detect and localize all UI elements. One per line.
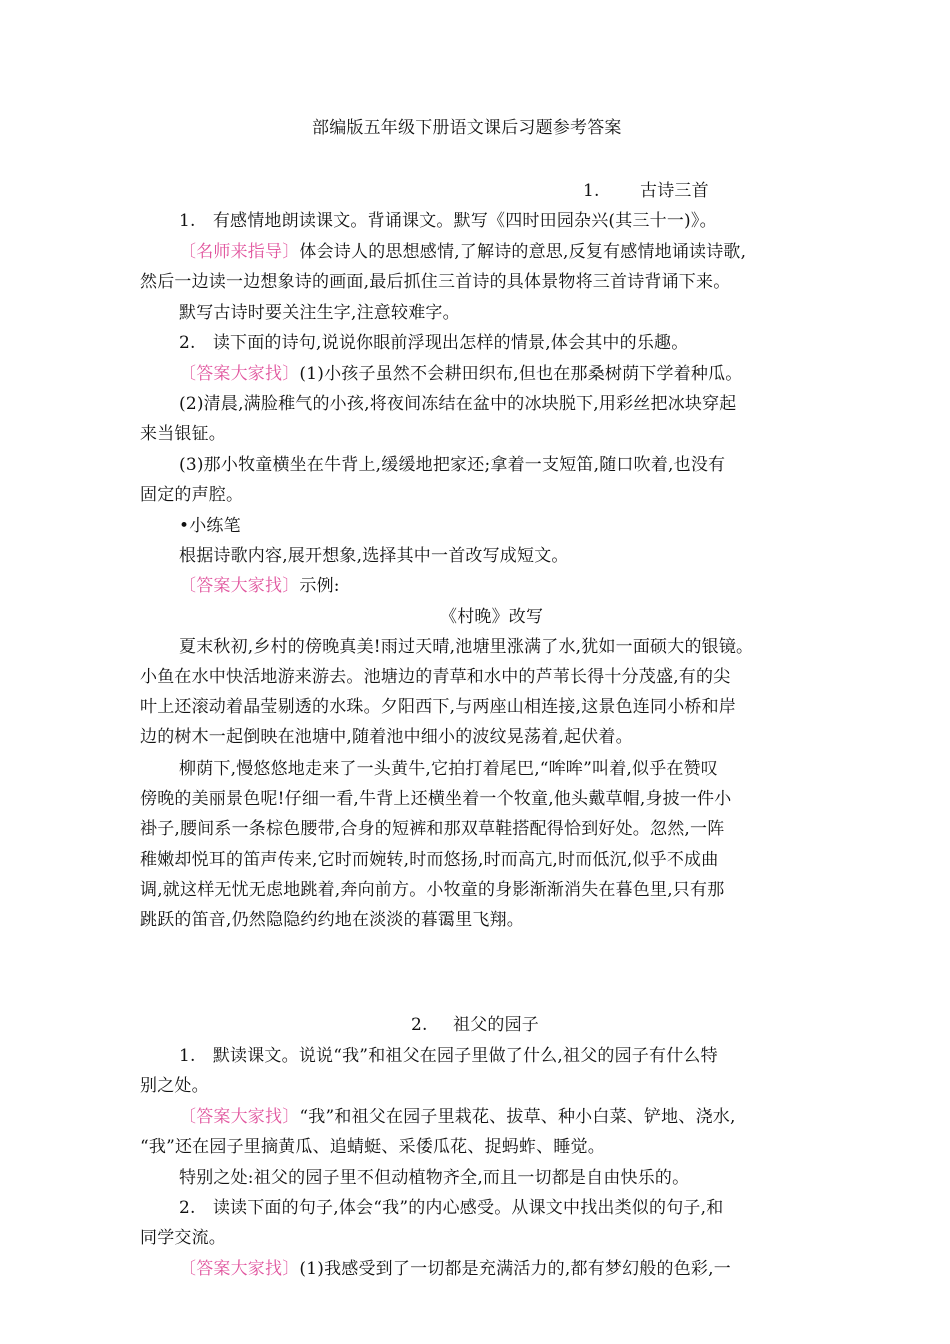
essay-line: 边的树木一起倒映在池塘中,随着池中细小的波纹晃荡着,起伏着。 [140, 727, 633, 747]
lesson-1-title: 古诗三首 [640, 181, 709, 201]
essay-line: 调,就这样无忧无虑地跳着,奔向前方。小牧童的身影渐渐消失在暮色里,只有那 [140, 880, 725, 900]
lesson-2-answer-2 [179, 1255, 731, 1283]
essay-line: 稚嫩却悦耳的笛声传来,它时而婉转,时而悠扬,时而高亢,时而低沉,似乎不成曲 [140, 850, 719, 870]
lesson-2-question-1: 1. 默读课文。说说“我”和祖父在园子里做了什么,祖父的园子有什么特 [179, 1046, 718, 1066]
lesson-1-answer-2-3-continued: 固定的声腔。 [140, 485, 244, 505]
lesson-1-guide [179, 238, 746, 266]
lesson-1-number: 1. [583, 181, 600, 201]
document-title: 部编版五年级下册语文课后习题参考答案 [312, 118, 622, 138]
answer-text: “我”和祖父在园子里栽花、拔草、种小白菜、铲地、浇水, [299, 1107, 736, 1127]
lesson-2-question-1-continued: 别之处。 [140, 1076, 209, 1096]
lesson-1-answer-2-2-continued: 来当银钲。 [140, 424, 226, 444]
essay-line: 小鱼在水中快活地游来游去。池塘边的青草和水中的芦苇长得十分茂盛,有的尖 [140, 667, 731, 687]
lesson-2-title: 祖父的园子 [453, 1015, 539, 1035]
practice-title: •小练笔 [179, 516, 241, 536]
essay-line: 褂子,腰间系一条棕色腰带,合身的短裤和那双草鞋搭配得恰到好处。忽然,一阵 [140, 819, 725, 839]
example-label: 示例: [299, 576, 340, 596]
answer-tag: 〔答案大家找〕 [179, 576, 300, 596]
lesson-2-answer-1 [179, 1103, 736, 1131]
guide-text: 体会诗人的思想感情,了解诗的意思,反复有感情地诵读诗歌, [299, 242, 747, 262]
lesson-1-answer-2-1 [179, 360, 743, 388]
guide-text-continued: 然后一边读一边想象诗的画面,最后抓住三首诗的具体景物将三首诗背诵下来。 [140, 272, 731, 292]
lesson-1-answer-2-2: (2)清晨,满脸稚气的小孩,将夜间冻结在盆中的冰块脱下,用彩丝把冰块穿起 [179, 394, 737, 414]
lesson-1-question-1: 1. 有感情地朗读课文。背诵课文。默写《四时田园杂兴(其三十一)》。 [179, 211, 717, 231]
essay-line: 跳跃的笛音,仍然隐隐约约地在淡淡的暮霭里飞翔。 [140, 910, 525, 930]
essay-line: 夏末秋初,乡村的傍晚真美!雨过天晴,池塘里涨满了水,犹如一面硕大的银镜。 [179, 637, 754, 657]
essay-line: 柳荫下,慢悠悠地走来了一头黄牛,它拍打着尾巴,“哞哞”叫着,似乎在赞叹 [179, 759, 718, 779]
lesson-2-question-2-continued: 同学交流。 [140, 1228, 226, 1248]
guide-note: 默写古诗时要关注生字,注意较难字。 [179, 303, 460, 323]
essay-line: 傍晚的美丽景色呢!仔细一看,牛背上还横坐着一个牧童,他头戴草帽,身披一件小 [140, 789, 732, 809]
lesson-2-number: 2. [411, 1015, 428, 1035]
answer-tag: 〔答案大家找〕 [179, 1259, 300, 1279]
lesson-2-answer-1-continued: “我”还在园子里摘黄瓜、追蜻蜓、采倭瓜花、捉蚂蚱、睡觉。 [140, 1137, 605, 1157]
lesson-1-question-2: 2. 读下面的诗句,说说你眼前浮现出怎样的情景,体会其中的乐趣。 [179, 333, 689, 353]
guide-tag: 〔名师来指导〕 [179, 242, 300, 262]
essay-title: 《村晚》改写 [440, 607, 544, 627]
practice-example [179, 572, 340, 600]
answer-text: (1)我感受到了一切都是充满活力的,都有梦幻般的色彩,一 [299, 1259, 731, 1279]
practice-question: 根据诗歌内容,展开想象,选择其中一首改写成短文。 [179, 546, 569, 566]
answer-text: (1)小孩子虽然不会耕田织布,但也在那桑树荫下学着种瓜。 [299, 364, 743, 384]
essay-line: 叶上还滚动着晶莹剔透的水珠。夕阳西下,与两座山相连接,这景色连同小桥和岸 [140, 697, 737, 717]
answer-tag: 〔答案大家找〕 [179, 1107, 300, 1127]
answer-tag: 〔答案大家找〕 [179, 364, 300, 384]
lesson-1-answer-2-3: (3)那小牧童横坐在牛背上,缓缓地把家还;拿着一支短笛,随口吹着,也没有 [179, 455, 726, 475]
lesson-2-special: 特别之处:祖父的园子里不但动植物齐全,而且一切都是自由快乐的。 [179, 1168, 690, 1188]
lesson-2-question-2: 2. 读读下面的句子,体会“我”的内心感受。从课文中找出类似的句子,和 [179, 1198, 724, 1218]
